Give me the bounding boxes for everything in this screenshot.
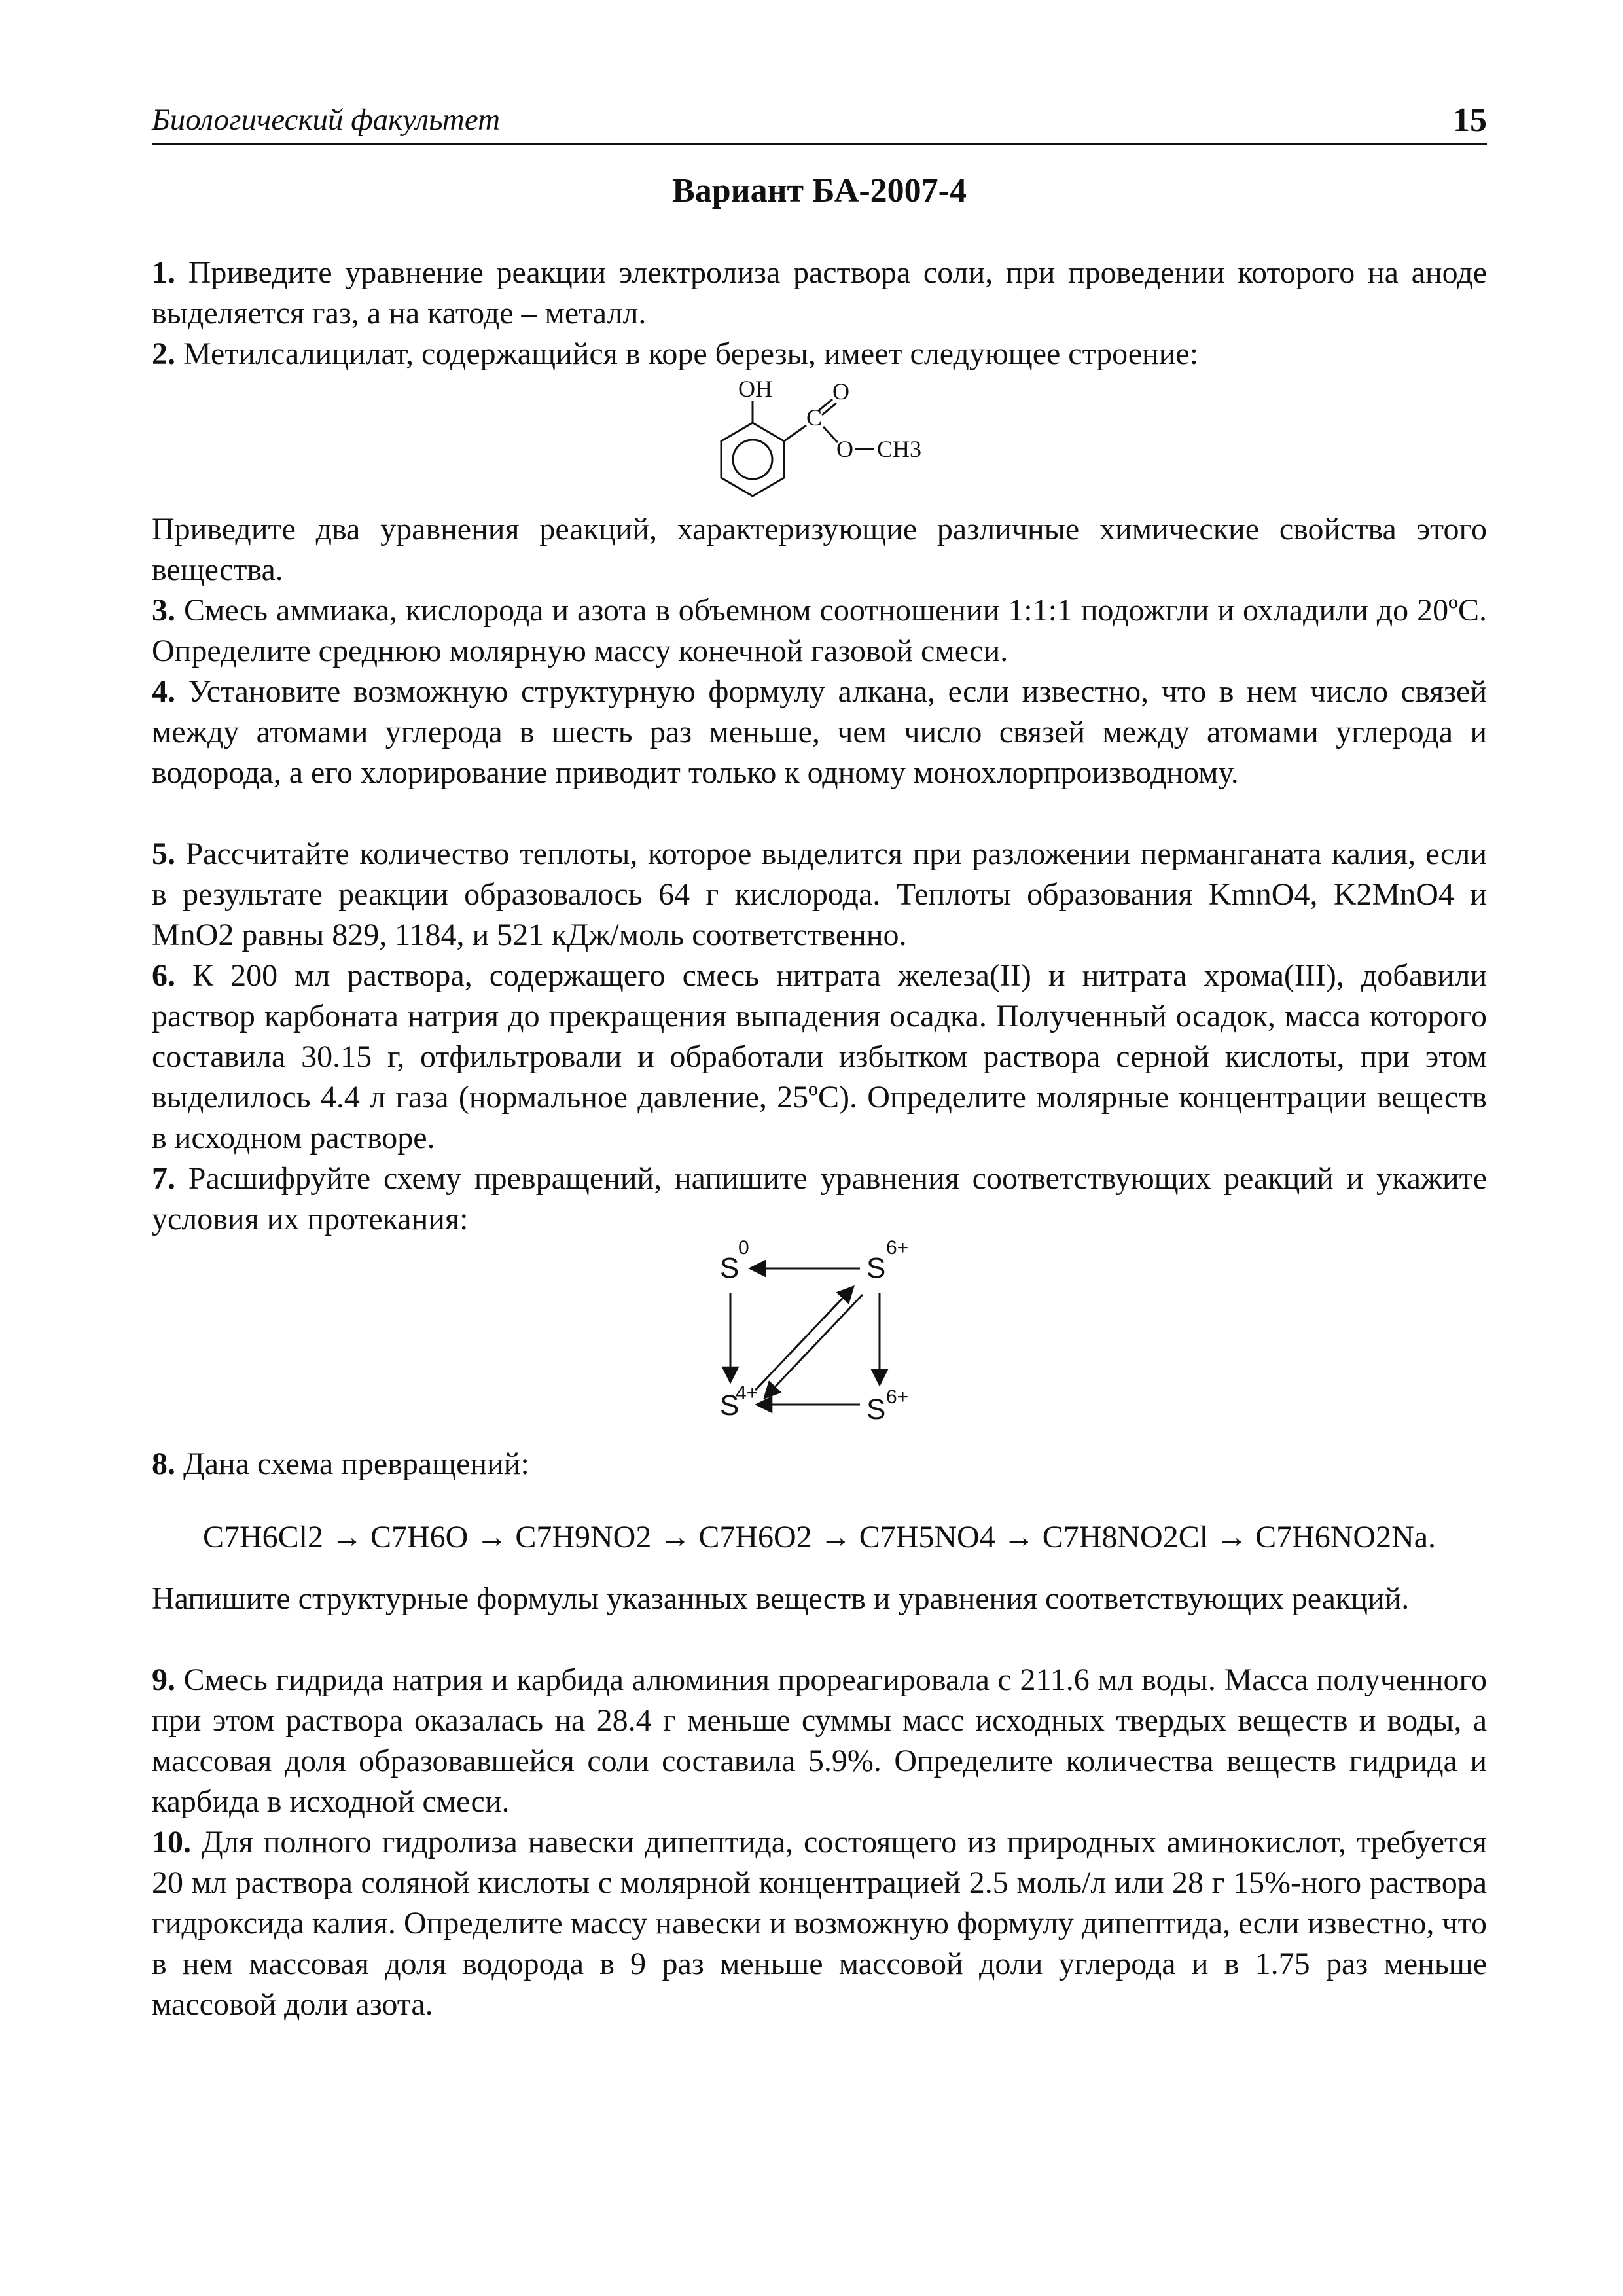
s-top-right: S bbox=[866, 1252, 886, 1284]
task-1 bbox=[152, 253, 1487, 334]
s-bottom-right: S bbox=[866, 1393, 886, 1426]
running-header bbox=[152, 98, 1487, 145]
task-text: Дана схема превращений: bbox=[183, 1446, 529, 1481]
task-3 bbox=[152, 590, 1487, 672]
methyl-salicylate-structure bbox=[694, 370, 969, 514]
chain-compound-2: C7H6O bbox=[370, 1520, 469, 1554]
oh-label: OH bbox=[738, 376, 772, 402]
task-text: Смесь аммиака, кислорода и азота в объемном соотношении 1:1:1 подожгли и охладили до 20ºС. Определите среднюю молярную массу конечной газовой смеси. bbox=[152, 593, 1488, 668]
task-text: К 200 мл раствора, содержащего смесь нитрата железа(II) и нитрата хрома(III), добавили раствор карбоната натрия до прекращения выпадения осадка. Полученный осадок, масса которого составила 30.15 г, отфильтровали и обработали избытком раствора серной кислоты, при этом выделилось 4.4 л газа (нормальное давление, 25ºС). Определите молярные концентрации веществ в исходном растворе. bbox=[152, 958, 1487, 1155]
arrow-diagonal-up bbox=[755, 1287, 853, 1390]
task-number: 4. bbox=[152, 674, 175, 709]
page-number: 15 bbox=[1453, 101, 1487, 139]
ring-carbonyl-bond bbox=[784, 425, 806, 441]
task-text: Для полного гидролиза навески дипептида, состоящего из природных аминокислот, требуется 20 мл раствора соляной кислоты с молярной концентрацией 2.5 моль/л или 28 г 15%-ного раствора гидроксида калия. Определите массу навески и возможную формулу дипептида, если известно, что в нем массовая доля водорода в 9 раз меньше массовой доли углерода и в 1.75 раз меньше массовой доли азота. bbox=[152, 1825, 1488, 2022]
chain-compound-3: C7H9NO2 bbox=[515, 1520, 652, 1554]
carbonyl-carbon-label: C bbox=[806, 404, 823, 431]
task-6 bbox=[152, 956, 1487, 1158]
variant-title: Вариант БА-2007-4 bbox=[672, 172, 967, 209]
task-text: Приведите два уравнения реакций, характеризующие различные химические свойства этого вещества. bbox=[152, 512, 1487, 587]
task-8-continuation bbox=[152, 1579, 1487, 1619]
task-number: 8. bbox=[152, 1446, 175, 1481]
task-number: 7. bbox=[152, 1161, 175, 1196]
task-text: Метилсалицилат, содержащийся в коре березы, имеет следующее строение: bbox=[183, 336, 1199, 371]
task-number: 3. bbox=[152, 593, 175, 628]
task-9 bbox=[152, 1660, 1487, 1822]
faculty-name: Биологический факультет bbox=[152, 103, 501, 137]
chain-compound-6: C7H8NO2Cl bbox=[1042, 1520, 1209, 1554]
task-number: 1. bbox=[152, 255, 175, 290]
task-4 bbox=[152, 672, 1487, 793]
arrow-diagonal-down bbox=[764, 1295, 863, 1398]
task-text: Напишите структурные формулы указанных веществ и уравнения соответствующих реакций. bbox=[152, 1581, 1410, 1616]
task-2 bbox=[152, 334, 1487, 374]
task-5 bbox=[152, 834, 1487, 956]
sulfur-scheme bbox=[694, 1230, 929, 1427]
methyl-label bbox=[877, 436, 921, 462]
ox-bottom-left: 4+ bbox=[736, 1382, 758, 1404]
task-number: 2. bbox=[152, 336, 175, 371]
ester-oxygen-label: O bbox=[836, 436, 853, 462]
task-number: 5. bbox=[152, 836, 175, 871]
carbonyl-oxygen-label: O bbox=[832, 378, 849, 404]
chain-compound-1: C7H6Cl2 bbox=[202, 1520, 323, 1554]
ox-top-left: 0 bbox=[738, 1237, 749, 1259]
task-text: Смесь гидрида натрия и карбида алюминия прореагировала с 211.6 мл воды. Масса полученного при этом раствора оказалась на 28.4 г меньше суммы масс исходных твердых веществ и воды, а массовая доля образовавшейся соли составила 5.9%. Определите количества веществ гидрида и карбида в исходной смеси. bbox=[152, 1662, 1488, 1819]
s-top-left: S bbox=[720, 1252, 740, 1284]
task-10 bbox=[152, 1822, 1487, 2025]
ox-top-right: 6+ bbox=[886, 1237, 909, 1259]
ester-bond bbox=[823, 427, 838, 442]
chain-compound-7: C7H6NO2Na. bbox=[1255, 1520, 1436, 1554]
transformation-chain: C7H6Cl2 → C7H6O → C7H9NO2 → C7H6O2 → C7H5NO4 → C7H8NO2Cl → C7H6NO2Na. bbox=[202, 1520, 1436, 1554]
ox-bottom-right: 6+ bbox=[886, 1386, 909, 1408]
methyl-text: CH3 bbox=[877, 436, 922, 462]
task-text: Рассчитайте количество теплоты, которое выделится при разложении перманганата калия, если в результате реакции образовалось 64 г кислорода. Теплоты образования KmnO4, K2MnO4 и MnO2 равны 829, 1184, и 521 кДж/моль соответственно. bbox=[152, 836, 1487, 952]
chain-compound-4: C7H6O2 bbox=[698, 1520, 812, 1554]
task-text: Приведите уравнение реакции электролиза раствора соли, при проведении которого на аноде выделяется газ, а на катоде – металл. bbox=[152, 255, 1488, 331]
task-8 bbox=[152, 1444, 1487, 1484]
aromatic-circle bbox=[733, 440, 772, 479]
task-text: Расшифруйте схему превращений, напишите уравнения соответствующих реакций и укажите условия их протекания: bbox=[152, 1161, 1488, 1236]
task-2-continuation bbox=[152, 509, 1487, 590]
task-text: Установите возможную структурную формулу алкана, если известно, что в нем число связей между атомами углерода в шесть раз меньше, чем число связей между атомами углерода и водорода, а его хлорирование приводит только к одному монохлорпроизводному. bbox=[152, 674, 1488, 790]
task-7 bbox=[152, 1158, 1487, 1240]
chain-compound-5: C7H5NO4 bbox=[859, 1520, 995, 1554]
benzene-ring bbox=[721, 423, 784, 496]
s-bottom-left: S bbox=[720, 1390, 740, 1422]
task-number: 9. bbox=[152, 1662, 175, 1697]
task-number: 10. bbox=[152, 1825, 191, 1859]
task-number: 6. bbox=[152, 958, 175, 993]
